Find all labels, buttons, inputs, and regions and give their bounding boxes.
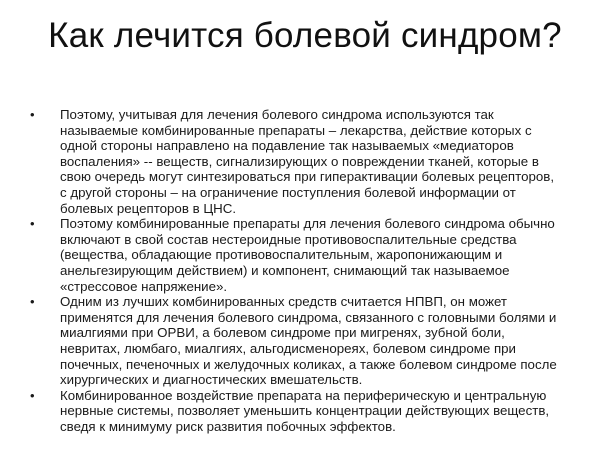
bullet-marker: • bbox=[30, 294, 35, 310]
bullet-text-line: воспаления» -- веществ, сигнализирующих о повреждении тканей, которые в bbox=[60, 153, 539, 169]
bullet-text-line: с другой стороны – на ограничение поступления болевой информации от bbox=[60, 184, 516, 200]
bullet-text-line: болевых рецепторов в ЦНС. bbox=[60, 200, 237, 216]
bullet-marker: • bbox=[30, 387, 35, 403]
bullet-text-line: почечных, печеночных и желудочных коликах, а также болевом синдроме после bbox=[60, 356, 557, 372]
bullet-text-line: Поэтому комбинированные препараты для лечения болевого синдрома обычно bbox=[60, 216, 555, 232]
bullet-item bbox=[30, 388, 590, 435]
bullet-marker: • bbox=[30, 216, 35, 232]
bullet-list bbox=[30, 107, 590, 434]
bullet-text-line: включают в свой состав нестероидные противовоспалительные средства bbox=[60, 231, 517, 247]
bullet-text-line: миалгиями при ОРВИ, а болевом синдроме при мигренях, зубной боли, bbox=[60, 325, 505, 341]
bullet-text-line: Поэтому, учитывая для лечения болевого синдрома используются так bbox=[60, 107, 494, 122]
bullet-text-line: применятся для лечения болевого синдрома, связанного с головными болями и bbox=[60, 309, 557, 325]
bullet-item bbox=[30, 216, 590, 294]
slide-title: Как лечится болевой синдром? bbox=[48, 16, 562, 55]
bullet-text-line: одной стороны направлено на подавление так называемых «медиаторов bbox=[60, 138, 514, 154]
bullet-text-line: называемые комбинированные препараты – лекарства, действие которых с bbox=[60, 122, 532, 138]
bullet-text-line: (вещества, обладающие противовоспалительным, жаропонижающим и bbox=[60, 247, 503, 263]
bullet-text-line: хирургических и диагностических вмешательств. bbox=[60, 372, 363, 388]
bullet-text-line: невритах, люмбаго, миалгиях, альгодисменореях, болевом синдроме при bbox=[60, 340, 516, 356]
bullet-text-line: Комбинированное воздействие препарата на периферическую и центральную bbox=[60, 387, 547, 403]
bullet-text-line: нервные системы, позволяет уменьшить концентрации действующих веществ, bbox=[60, 403, 550, 419]
bullet-text-line: Одним из лучших комбинированных средств считается НПВП, он может bbox=[60, 294, 508, 310]
bullet-item bbox=[30, 107, 590, 216]
bullet-marker: • bbox=[30, 107, 35, 122]
bullet-text-line: «стрессовое напряжение». bbox=[60, 278, 228, 294]
bullet-text-line: сведя к минимуму риск развития побочных эффектов. bbox=[60, 418, 396, 434]
bullet-text-line: свою очередь могут синтезироваться при гиперактивации болевых рецепторов, bbox=[60, 169, 555, 185]
bullet-item bbox=[30, 294, 590, 388]
bullet-text-line: анельгезирующим действием) и компонент, снимающий так называемое bbox=[60, 262, 510, 278]
